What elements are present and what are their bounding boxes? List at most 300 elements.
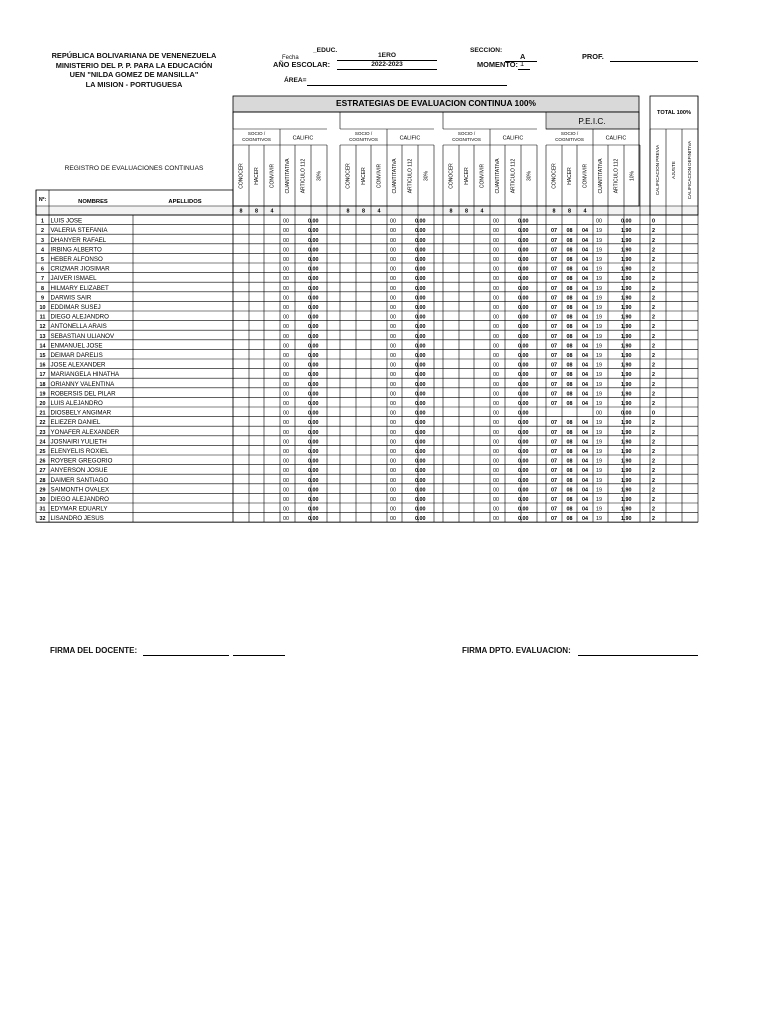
student-number-26: 26 bbox=[39, 458, 46, 465]
block-2-cuant-8: 00 bbox=[493, 285, 499, 292]
block-1-cuant-25: 00 bbox=[390, 449, 396, 455]
block-3-hacer-4: 08 bbox=[566, 247, 573, 254]
calificacion-previa-7: 2 bbox=[652, 276, 655, 283]
block-3-score-9: 1.90 bbox=[621, 295, 632, 302]
block-3-cuant-28: 19 bbox=[596, 477, 602, 484]
block-0-cuant-20: 00 bbox=[283, 401, 289, 407]
block-3-cuant-8: 19 bbox=[596, 285, 602, 292]
block-3-cuant-13: 19 bbox=[596, 333, 602, 340]
block-1-score-29: 0.00 bbox=[415, 487, 426, 494]
block-3-convivir-4: 04 bbox=[582, 247, 588, 254]
block-3-conocer-31: 07 bbox=[551, 506, 557, 513]
block-2-cuant-11: 00 bbox=[493, 314, 499, 321]
seccion-label: SECCION: bbox=[470, 47, 503, 54]
final-header-1: AJUSTE bbox=[671, 161, 677, 179]
student-name-3: DHANYER RAFAEL bbox=[50, 236, 107, 244]
block-0-cuant-21: 00 bbox=[283, 410, 289, 417]
block-1-score-7: 0.00 bbox=[415, 276, 426, 283]
student-name-16: JOSE ALEXANDER bbox=[50, 361, 106, 369]
block-3-score-23: 1.90 bbox=[621, 429, 632, 436]
calificacion-previa-4: 2 bbox=[652, 247, 655, 254]
block-3-convivir-19: 04 bbox=[582, 391, 588, 398]
block-1-cuant-14: 00 bbox=[390, 343, 396, 350]
block-3-cuant-14: 19 bbox=[596, 343, 602, 350]
block-0-cuant-5: 00 bbox=[283, 257, 289, 263]
socio-line2-0: COGNITIVOS bbox=[242, 137, 271, 142]
block-2-cuant-23: 00 bbox=[493, 429, 499, 436]
student-name-4: IRBING ALBERTO bbox=[50, 246, 102, 254]
block-3-cuant-29: 19 bbox=[596, 487, 602, 494]
firma-dpto-line[interactable] bbox=[578, 655, 698, 656]
firma-docente-label: FIRMA DEL DOCENTE: bbox=[50, 646, 138, 655]
block-2-score-13: 0.00 bbox=[518, 333, 529, 340]
block-1-cuant-17: 00 bbox=[390, 372, 396, 379]
block-1-cuant-5: 00 bbox=[390, 257, 396, 263]
calificacion-previa-6: 2 bbox=[652, 266, 655, 273]
block-3-convivir-15: 04 bbox=[582, 353, 588, 359]
calificacion-previa-16: 2 bbox=[652, 362, 655, 369]
block-1-score-1: 0.00 bbox=[415, 218, 426, 225]
student-name-13: SEBASTIAN ULIANOV bbox=[50, 332, 115, 340]
student-name-30: DIEGO ALEJANDRO bbox=[50, 496, 109, 503]
calific-label-0: CALIFIC bbox=[292, 135, 314, 142]
block-2-score-21: 0.00 bbox=[518, 410, 529, 417]
block-1-weight-0: 8 bbox=[346, 208, 350, 215]
block-3-score-21: 0.00 bbox=[621, 410, 632, 417]
block-0-cuant-10: 00 bbox=[283, 305, 289, 311]
block-3-conocer-5: 07 bbox=[551, 257, 557, 263]
block-1-header-1: HACER bbox=[360, 167, 367, 185]
block-3-hacer-27: 08 bbox=[566, 468, 573, 475]
block-0-score-2: 0.00 bbox=[308, 228, 319, 235]
block-3-score-3: 1.90 bbox=[621, 237, 632, 244]
block-2-cuant-6: 00 bbox=[493, 266, 499, 273]
calificacion-previa-13: 2 bbox=[652, 333, 655, 340]
student-name-5: HEBER ALFONSO bbox=[50, 256, 103, 263]
peic-label: P.E.I.C. bbox=[578, 117, 606, 126]
calificacion-previa-21: 0 bbox=[652, 410, 655, 417]
block-2-header-3: CUANTITATIVA bbox=[494, 158, 501, 194]
block-0-cuant-8: 00 bbox=[283, 285, 289, 292]
block-2-score-4: 0.00 bbox=[518, 247, 529, 254]
block-2-score-12: 0.00 bbox=[518, 324, 529, 331]
block-3-cuant-17: 19 bbox=[596, 372, 602, 379]
block-1-header-3: CUANTITATIVA bbox=[391, 158, 398, 194]
block-3-hacer-25: 08 bbox=[566, 449, 573, 455]
block-3-convivir-13: 04 bbox=[582, 333, 588, 340]
calificacion-previa-17: 2 bbox=[652, 372, 655, 379]
block-2-score-8: 0.00 bbox=[518, 285, 529, 292]
block-3-conocer-7: 07 bbox=[551, 276, 557, 283]
block-2-score-23: 0.00 bbox=[518, 429, 529, 436]
block-1-cuant-27: 00 bbox=[390, 468, 396, 475]
block-2-cuant-31: 00 bbox=[493, 506, 499, 513]
block-0-cuant-13: 00 bbox=[283, 333, 289, 340]
calific-label-2: CALIFIC bbox=[502, 135, 524, 142]
block-1-score-15: 0.00 bbox=[415, 353, 426, 359]
student-number-20: 20 bbox=[39, 401, 46, 407]
block-0-header-0: CONOCER bbox=[238, 163, 245, 189]
block-2-score-9: 0.00 bbox=[518, 295, 529, 302]
block-3-hacer-18: 08 bbox=[566, 381, 573, 388]
block-1-score-30: 0.00 bbox=[415, 497, 426, 503]
block-2-score-20: 0.00 bbox=[518, 401, 529, 407]
col-no-header: Nº: bbox=[38, 197, 47, 203]
block-3-score-7: 1.90 bbox=[621, 276, 632, 283]
block-3-conocer-24: 07 bbox=[551, 439, 557, 446]
student-name-20: LUIS ALEJANDRO bbox=[50, 400, 103, 407]
socio-line2-3: COGNITIVOS bbox=[555, 137, 584, 142]
block-3-cuant-4: 19 bbox=[596, 247, 602, 254]
block-1-score-21: 0.00 bbox=[415, 410, 426, 417]
student-number-19: 19 bbox=[39, 391, 46, 398]
block-0-score-21: 0.00 bbox=[308, 410, 319, 417]
block-0-header-3: CUANTITATIVA bbox=[284, 158, 291, 194]
calificacion-previa-23: 2 bbox=[652, 429, 655, 436]
block-3-cuant-30: 19 bbox=[596, 497, 602, 503]
firma-docente-line[interactable] bbox=[143, 655, 229, 656]
block-3-score-20: 1.90 bbox=[621, 401, 632, 407]
student-name-12: ANTONELLA ARAIS bbox=[50, 323, 107, 331]
block-1-cuant-24: 00 bbox=[390, 439, 396, 446]
block-2-cuant-27: 00 bbox=[493, 468, 499, 475]
block-1-score-5: 0.00 bbox=[415, 257, 426, 263]
block-0-weight-0: 8 bbox=[239, 208, 243, 215]
block-0-cuant-26: 00 bbox=[283, 458, 289, 465]
seccion-field[interactable]: A bbox=[520, 52, 526, 61]
block-3-convivir-26: 04 bbox=[582, 458, 588, 465]
calificacion-previa-3: 2 bbox=[652, 237, 655, 244]
student-number-14: 14 bbox=[39, 343, 46, 350]
block-3-hacer-20: 08 bbox=[566, 401, 573, 407]
block-2-score-6: 0.00 bbox=[518, 266, 529, 273]
calificacion-previa-19: 2 bbox=[652, 391, 655, 398]
block-3-score-14: 1.90 bbox=[621, 343, 632, 350]
student-name-18: ORIANNY VALENTINA bbox=[50, 380, 115, 388]
student-number-13: 13 bbox=[39, 333, 46, 340]
block-3-hacer-5: 08 bbox=[566, 257, 573, 263]
block-1-header-0: CONOCER bbox=[345, 163, 352, 189]
block-0-cuant-1: 00 bbox=[283, 218, 289, 225]
block-3-conocer-29: 07 bbox=[551, 487, 557, 494]
block-1-score-27: 0.00 bbox=[415, 468, 426, 475]
block-3-score-10: 1.90 bbox=[621, 305, 632, 311]
block-0-header-2: CONVIVIR bbox=[269, 163, 276, 189]
block-0-score-26: 0.00 bbox=[308, 458, 319, 465]
block-2-cuant-22: 00 bbox=[493, 420, 499, 427]
block-1-weight-1: 8 bbox=[362, 208, 365, 215]
block-3-weight-0: 8 bbox=[552, 208, 556, 215]
block-1-cuant-8: 00 bbox=[390, 285, 396, 292]
block-3-score-13: 1.90 bbox=[621, 333, 632, 340]
student-number-23: 23 bbox=[39, 429, 46, 436]
block-1-cuant-18: 00 bbox=[390, 381, 396, 388]
grade-field[interactable]: 1ERO bbox=[378, 52, 396, 59]
block-3-convivir-6: 04 bbox=[582, 266, 588, 273]
firma-docente-line-2[interactable] bbox=[233, 655, 285, 656]
calificacion-previa-18: 2 bbox=[652, 381, 655, 388]
edu-label: _EDUC. bbox=[313, 47, 338, 54]
block-3-convivir-17: 04 bbox=[582, 372, 588, 379]
block-0-cuant-12: 00 bbox=[283, 324, 289, 331]
block-2-score-26: 0.00 bbox=[518, 458, 529, 465]
calificacion-previa-12: 2 bbox=[652, 324, 655, 331]
block-0-score-7: 0.00 bbox=[308, 276, 319, 283]
student-name-19: ROBERSIS DEL PILAR bbox=[50, 390, 116, 398]
block-3-hacer-13: 08 bbox=[566, 333, 573, 340]
block-2-score-18: 0.00 bbox=[518, 381, 529, 388]
student-name-10: EDDIMAR SUSEJ bbox=[50, 304, 101, 311]
area-label: ÁREA= bbox=[284, 77, 307, 84]
student-name-32: LISANDRO JESUS bbox=[50, 515, 104, 523]
block-1-cuant-15: 00 bbox=[390, 353, 396, 359]
block-1-header-4: ARTICULO 112 bbox=[407, 158, 414, 194]
student-number-15: 15 bbox=[39, 353, 46, 359]
block-3-score-25: 1.90 bbox=[621, 449, 632, 455]
block-1-cuant-20: 00 bbox=[390, 401, 396, 407]
block-3-conocer-4: 07 bbox=[551, 247, 557, 254]
block-1-cuant-12: 00 bbox=[390, 324, 396, 331]
block-3-conocer-15: 07 bbox=[551, 353, 557, 359]
student-number-6: 6 bbox=[41, 266, 44, 273]
calificacion-previa-31: 2 bbox=[652, 506, 655, 513]
block-3-header-4: ARTICULO 112 bbox=[613, 158, 620, 194]
block-3-score-22: 1.90 bbox=[621, 420, 632, 427]
block-3-conocer-9: 07 bbox=[551, 295, 557, 302]
block-3-hacer-11: 08 bbox=[566, 314, 573, 321]
student-number-29: 29 bbox=[39, 487, 46, 494]
block-1-cuant-32: 00 bbox=[390, 516, 396, 523]
block-2-cuant-7: 00 bbox=[493, 276, 499, 283]
block-2-cuant-13: 00 bbox=[493, 333, 499, 340]
student-name-17: MARIANGELA HINATHA bbox=[50, 371, 120, 379]
block-3-conocer-23: 07 bbox=[551, 429, 557, 436]
block-0-score-1: 0.00 bbox=[308, 218, 319, 225]
block-3-hacer-28: 08 bbox=[566, 477, 573, 484]
block-2-score-11: 0.00 bbox=[518, 314, 529, 321]
block-3-hacer-30: 08 bbox=[566, 497, 573, 503]
block-3-hacer-3: 08 bbox=[566, 237, 573, 244]
block-2-score-3: 0.00 bbox=[518, 237, 529, 244]
block-1-score-12: 0.00 bbox=[415, 324, 426, 331]
student-number-3: 3 bbox=[41, 237, 44, 244]
block-3-cuant-5: 19 bbox=[596, 257, 602, 263]
block-3-cuant-9: 19 bbox=[596, 295, 602, 302]
calificacion-previa-27: 2 bbox=[652, 468, 655, 475]
student-number-28: 28 bbox=[39, 477, 46, 484]
block-2-score-22: 0.00 bbox=[518, 420, 529, 427]
momento-field[interactable]: 1 bbox=[520, 59, 525, 68]
block-2-cuant-26: 00 bbox=[493, 458, 499, 465]
block-2-cuant-1: 00 bbox=[493, 218, 499, 225]
block-1-cuant-6: 00 bbox=[390, 266, 396, 273]
block-2-score-31: 0.00 bbox=[518, 506, 529, 513]
student-name-29: SAIMONTH OVALEX bbox=[50, 486, 110, 494]
final-header-2: CALIFICACION DEFINITIVA bbox=[687, 140, 693, 200]
block-1-score-16: 0.00 bbox=[415, 362, 426, 369]
block-3-convivir-11: 04 bbox=[582, 314, 588, 321]
block-2-score-28: 0.00 bbox=[518, 477, 529, 484]
block-3-score-27: 1.90 bbox=[621, 468, 632, 475]
block-3-hacer-15: 08 bbox=[566, 353, 573, 359]
student-name-27: ANYERSON JOSUE bbox=[50, 467, 108, 475]
block-2-score-1: 0.00 bbox=[518, 218, 529, 225]
block-1-cuant-23: 00 bbox=[390, 429, 396, 436]
student-number-8: 8 bbox=[41, 285, 44, 292]
student-number-21: 21 bbox=[39, 410, 46, 417]
block-3-conocer-16: 07 bbox=[551, 362, 557, 369]
block-0-cuant-30: 00 bbox=[283, 497, 289, 503]
block-1-score-6: 0.00 bbox=[415, 266, 426, 273]
block-3-conocer-11: 07 bbox=[551, 314, 557, 321]
calificacion-previa-9: 2 bbox=[652, 295, 655, 302]
block-0-weight-2: 4 bbox=[270, 208, 274, 215]
block-3-convivir-23: 04 bbox=[582, 429, 588, 436]
block-0-cuant-24: 00 bbox=[283, 439, 289, 446]
year-field[interactable]: 2022-2023 bbox=[371, 61, 403, 68]
block-3-cuant-2: 19 bbox=[596, 228, 602, 235]
block-3-convivir-10: 04 bbox=[582, 305, 588, 311]
block-2-score-17: 0.00 bbox=[518, 372, 529, 379]
block-3-score-6: 1.90 bbox=[621, 266, 632, 273]
block-0-cuant-11: 00 bbox=[283, 314, 289, 321]
block-0-weight-1: 8 bbox=[255, 208, 258, 215]
student-name-9: DARWIS SAIR bbox=[50, 294, 92, 302]
total-label: TOTAL 100% bbox=[657, 110, 691, 116]
block-1-cuant-2: 00 bbox=[390, 228, 396, 235]
block-3-cuant-21: 00 bbox=[596, 410, 602, 417]
block-3-conocer-6: 07 bbox=[551, 266, 557, 273]
block-2-cuant-15: 00 bbox=[493, 353, 499, 359]
block-1-score-26: 0.00 bbox=[415, 458, 426, 465]
calificacion-previa-10: 2 bbox=[652, 305, 655, 311]
block-0-score-25: 0.00 bbox=[308, 449, 319, 455]
block-1-score-8: 0.00 bbox=[415, 285, 426, 292]
block-2-cuant-12: 00 bbox=[493, 324, 499, 331]
block-0-cuant-3: 00 bbox=[283, 237, 289, 244]
block-2-score-7: 0.00 bbox=[518, 276, 529, 283]
block-2-cuant-3: 00 bbox=[493, 237, 499, 244]
block-3-conocer-18: 07 bbox=[551, 381, 557, 388]
block-2-cuant-2: 00 bbox=[493, 228, 499, 235]
block-3-header-0: CONOCER bbox=[551, 163, 558, 189]
student-number-22: 22 bbox=[39, 420, 46, 427]
block-1-cuant-30: 00 bbox=[390, 497, 396, 503]
calificacion-previa-2: 2 bbox=[652, 228, 655, 235]
block-3-hacer-31: 08 bbox=[566, 506, 573, 513]
calificacion-previa-8: 2 bbox=[652, 285, 655, 292]
block-0-cuant-28: 00 bbox=[283, 477, 289, 484]
block-3-conocer-12: 07 bbox=[551, 324, 557, 331]
student-name-21: DIOSBELY ANGIMAR bbox=[50, 409, 112, 417]
block-3-hacer-9: 08 bbox=[566, 295, 573, 302]
block-2-score-2: 0.00 bbox=[518, 228, 529, 235]
weights-band bbox=[36, 206, 698, 215]
student-name-28: DAIMER SANTIAGO bbox=[50, 476, 109, 484]
block-0-score-12: 0.00 bbox=[308, 324, 319, 331]
block-0-score-16: 0.00 bbox=[308, 362, 319, 369]
block-1-header-2: CONVIVIR bbox=[376, 163, 383, 189]
block-0-cuant-25: 00 bbox=[283, 449, 289, 455]
calificacion-previa-25: 2 bbox=[652, 449, 655, 455]
student-name-23: YONAFER ALEXANDER bbox=[50, 428, 120, 436]
block-3-score-30: 1.90 bbox=[621, 497, 632, 503]
calificacion-previa-24: 2 bbox=[652, 439, 655, 446]
socio-line1-3: SOCIO / bbox=[560, 131, 579, 136]
block-3-conocer-28: 07 bbox=[551, 477, 557, 484]
block-0-score-14: 0.00 bbox=[308, 343, 319, 350]
block-0-cuant-22: 00 bbox=[283, 420, 289, 427]
block-3-convivir-7: 04 bbox=[582, 276, 588, 283]
student-number-10: 10 bbox=[39, 305, 46, 311]
block-3-hacer-7: 08 bbox=[566, 276, 573, 283]
table-title: ESTRATEGIAS DE EVALUACION CONTINUA 100% bbox=[336, 98, 536, 108]
calificacion-previa-26: 2 bbox=[652, 458, 655, 465]
block-3-convivir-9: 04 bbox=[582, 295, 588, 302]
student-number-11: 11 bbox=[39, 314, 46, 321]
block-3-conocer-10: 07 bbox=[551, 305, 557, 311]
block-0-score-4: 0.00 bbox=[308, 247, 319, 254]
institution-line-2: MINISTERIO DEL P. P. PARA LA EDUCACIÓN bbox=[55, 60, 213, 70]
block-1-cuant-1: 00 bbox=[390, 218, 396, 225]
block-1-score-20: 0.00 bbox=[415, 401, 426, 407]
institution-line-3: UEN "NILDA GOMEZ DE MANSILLA" bbox=[69, 70, 199, 80]
block-3-cuant-3: 19 bbox=[596, 237, 602, 244]
calificacion-previa-32: 2 bbox=[652, 516, 655, 523]
block-0-score-18: 0.00 bbox=[308, 381, 319, 388]
block-3-convivir-22: 04 bbox=[582, 420, 588, 427]
block-1-cuant-21: 00 bbox=[390, 410, 396, 417]
block-0-score-22: 0.00 bbox=[308, 420, 319, 427]
block-3-cuant-20: 19 bbox=[596, 401, 602, 407]
block-3-hacer-29: 08 bbox=[566, 487, 573, 494]
block-2-score-27: 0.00 bbox=[518, 468, 529, 475]
student-name-6: CRIZMAR JIOSIMAR bbox=[50, 265, 110, 273]
block-1-score-25: 0.00 bbox=[415, 449, 426, 455]
block-0-cuant-17: 00 bbox=[283, 372, 289, 379]
block-1-cuant-9: 00 bbox=[390, 295, 396, 302]
block-3-cuant-11: 19 bbox=[596, 314, 602, 321]
block-2-cuant-17: 00 bbox=[493, 372, 499, 379]
block-2-cuant-16: 00 bbox=[493, 362, 499, 369]
block-0-score-23: 0.00 bbox=[308, 429, 319, 436]
block-1-cuant-28: 00 bbox=[390, 477, 396, 484]
block-3-score-11: 1.90 bbox=[621, 314, 632, 321]
calificacion-previa-11: 2 bbox=[652, 314, 655, 321]
block-0-cuant-29: 00 bbox=[283, 487, 289, 494]
block-0-cuant-27: 00 bbox=[283, 468, 289, 475]
block-3-cuant-31: 19 bbox=[596, 506, 602, 513]
block-3-cuant-24: 19 bbox=[596, 439, 602, 446]
block-3-score-4: 1.90 bbox=[621, 247, 632, 254]
block-3-header-1: HACER bbox=[566, 167, 573, 185]
student-name-14: ENMANUEL JOSE bbox=[50, 342, 103, 350]
block-1-score-32: 0.00 bbox=[415, 516, 426, 523]
block-0-cuant-16: 00 bbox=[283, 362, 289, 369]
fecha-label: Fecha bbox=[282, 55, 299, 61]
student-name-24: JOSNAIRI YULIETH bbox=[50, 438, 107, 446]
block-0-score-6: 0.00 bbox=[308, 266, 319, 273]
student-name-2: VALERIA STEFANIA bbox=[50, 227, 108, 235]
block-1-header-5: 30% bbox=[423, 170, 430, 182]
block-3-score-28: 1.90 bbox=[621, 477, 632, 484]
block-2-header-0: CONOCER bbox=[448, 163, 455, 189]
block-3-score-16: 1.90 bbox=[621, 362, 632, 369]
momento-label: MOMENTO: bbox=[477, 60, 518, 69]
block-1-score-24: 0.00 bbox=[415, 439, 426, 446]
block-3-cuant-10: 19 bbox=[596, 305, 602, 311]
block-3-hacer-12: 08 bbox=[566, 324, 573, 331]
